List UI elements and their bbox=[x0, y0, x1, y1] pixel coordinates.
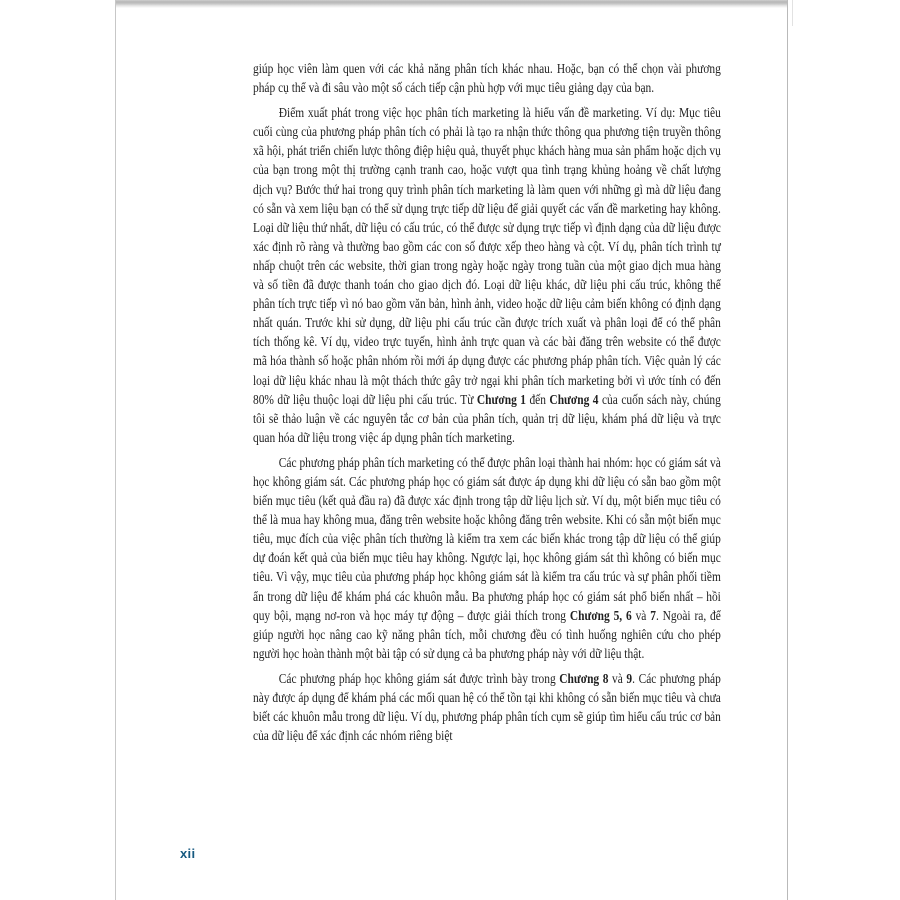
bold-text-segment: 9 bbox=[626, 670, 633, 686]
text-segment: giúp học viên làm quen với các khả năng phân tích khác nhau. Hoặc, bạn có thể chọn vài phương pháp cụ thể và đi sâu vào một số cách tiếp cận phù hợp với mục tiêu giảng dạy của bạn. bbox=[253, 61, 721, 96]
book-page bbox=[115, 0, 788, 900]
text-column bbox=[253, 59, 721, 751]
paragraph bbox=[253, 453, 721, 663]
bold-text-segment: 7 bbox=[650, 607, 656, 623]
text-segment: . Các phương pháp này được áp dụng để khám phá các mối quan hệ có thể tồn tại khi không có sẵn biến mục tiêu và chưa biết các khuôn mẫu trong dữ liệu. Ví dụ, phương pháp phân tích cụm sẽ giúp tìm hiểu cấu trúc cơ bản của dữ liệu để xác định các nhóm riêng biệt bbox=[253, 670, 721, 744]
text-segment: Các phương pháp học không giám sát được trình bày trong bbox=[278, 670, 560, 686]
text-segment: Các phương pháp phân tích marketing có thể được phân loại thành hai nhóm: học có giám sát và học không giám sát. Các phương pháp học có giám sát được áp dụng khi dữ liệu có sẵn bao gồm một biến mục tiêu (kết quả đầu ra) đã được xác định trong tập dữ liệu lịch sử. Ví dụ, một biến mục tiêu có thể là mua hay không mua, đăng trên website hoặc không đăng trên website. Khi có sẵn một biến mục tiêu, mục đích của việc phân tích thường là kiểm tra xem các biến khác trong tập dữ liệu có thể giúp dự đoán kết quả của biến mục tiêu hay không. Ngược lại, học không giám sát thì không có biến mục tiêu. Vì vậy, mục tiêu của phương pháp học không giám sát là kiểm tra cấu trúc và sự phân phối tiềm ẩn trong dữ liệu để khám phá các khuôn mẫu. Ba phương pháp học có giám sát phổ biến nhất – hồi quy bội, mạng nơ-ron và học máy tự động – được giải thích trong bbox=[253, 454, 721, 623]
paragraph bbox=[253, 669, 721, 745]
text-segment: đến bbox=[525, 391, 550, 407]
bold-text-segment: Chương 4 bbox=[549, 391, 599, 407]
bold-text-segment: Chương 8 bbox=[559, 670, 609, 686]
text-segment: của cuốn sách này, chúng tôi sẽ thảo luận về các nguyên tắc cơ bản của phân tích, quản trị dữ liệu, khám phá dữ liệu và trực quan hóa dữ liệu trong việc áp dụng phân tích marketing. bbox=[253, 391, 721, 445]
paragraph bbox=[253, 59, 721, 97]
text-segment: và bbox=[631, 607, 651, 623]
text-segment: . Ngoài ra, để giúp người học nâng cao kỹ năng phân tích, mỗi chương đều có tình huống nghiên cứu cho phép người học hoàn thành một bài tập có sử dụng cả ba phương pháp này với dữ liệu thật. bbox=[253, 607, 721, 661]
page-number: xii bbox=[180, 846, 196, 861]
paragraph bbox=[253, 103, 721, 447]
text-segment: và bbox=[608, 670, 627, 686]
bold-text-segment: Chương 1 bbox=[476, 391, 526, 407]
bold-text-segment: Chương 5, 6 bbox=[569, 607, 632, 623]
text-segment: Điểm xuất phát trong việc học phân tích marketing là hiểu vấn đề marketing. Ví dụ: Mục tiêu cuối cùng của phương pháp phân tích có phải là tạo ra nhận thức thông qua phương tiện truyền thông xã hội, phát triển chiến lược thông điệp hiệu quả, thuyết phục khách hàng mua sản phẩm hoặc dịch vụ của bạn trong một thị trường cạnh tranh cao, hoặc vượt qua tình trạng khủng hoảng về chất lượng dịch vụ? Bước thứ hai trong quy trình phân tích marketing là làm quen với những gì mà dữ liệu đang có sẵn và xem liệu bạn có thể sử dụng trực tiếp dữ liệu để giải quyết các vấn đề marketing hay không. Loại dữ liệu thứ nhất, dữ liệu có cấu trúc, có thể được sử dụng trực tiếp vì định dạng của dữ liệu được xác định rõ ràng và thường bao gồm các con số được xếp theo hàng và cột. Ví dụ, phân tích trình tự nhấp chuột trên các website, thời gian trong ngày hoặc ngày trong tuần của một giao dịch mua hàng và số tiền đã được thanh toán cho giao dịch đó. Loại dữ liệu khác, dữ liệu phi cấu trúc, không thể phân tích trực tiếp vì nó bao gồm văn bản, hình ảnh, video hoặc dữ liệu cảm biến không có định dạng nhất quán. Trước khi sử dụng, dữ liệu phi cấu trúc cần được trích xuất và phân loại để có thể phân tích thống kê. Ví dụ, video trực tuyến, hình ảnh trực quan và các bài đăng trên website có thể được mã hóa thành số hoặc phân nhóm rồi mới áp dụng được các phương pháp phân tích. Việc quản lý các loại dữ liệu khác nhau là một thách thức gây trở ngại khi phân tích marketing bởi vì ước tính có đến 80% dữ liệu thuộc loại dữ liệu phi cấu trúc. Từ bbox=[253, 105, 721, 407]
page-top-edge bbox=[116, 0, 787, 8]
